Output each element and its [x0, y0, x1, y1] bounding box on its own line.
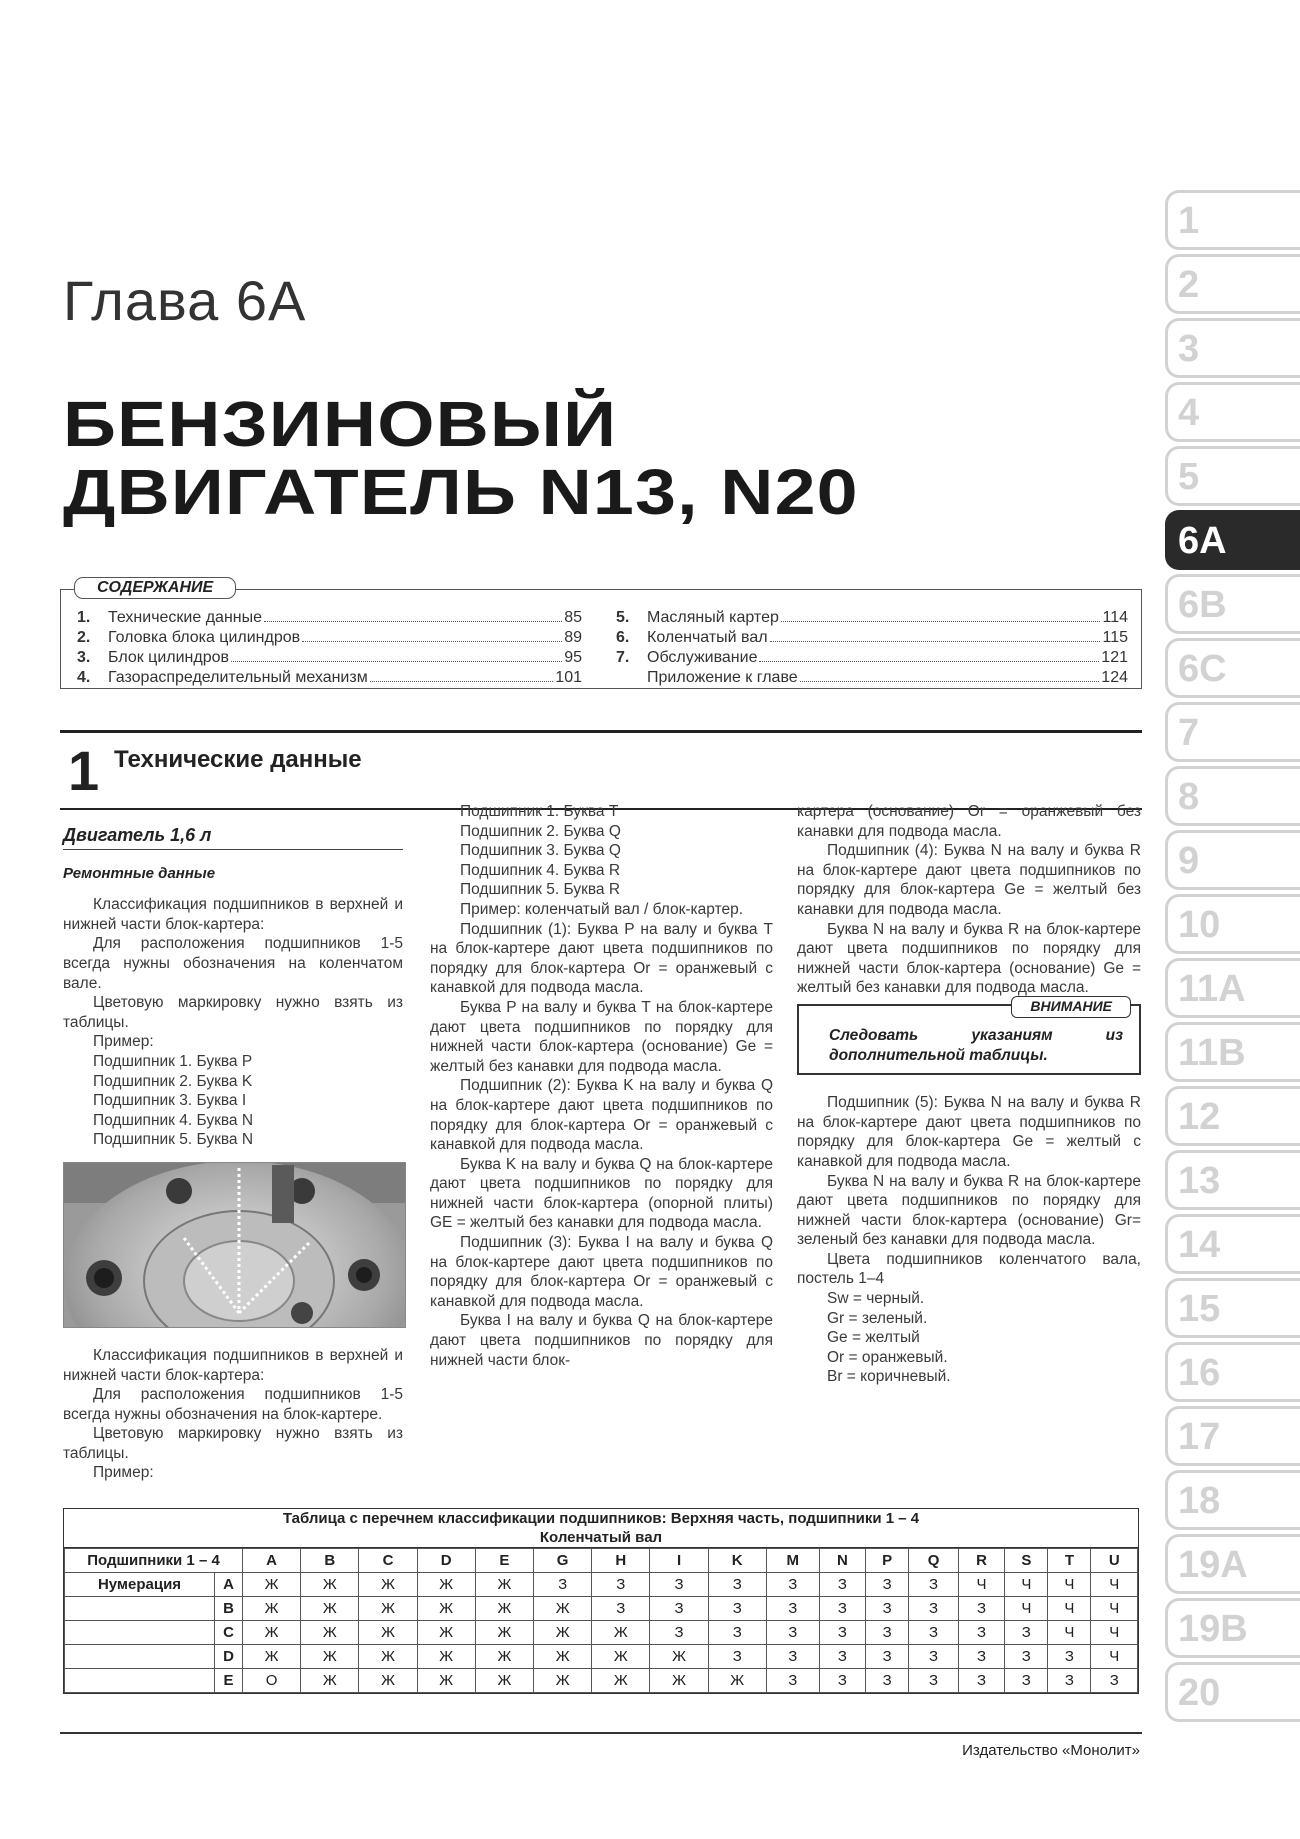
- table-cell: З: [650, 1597, 708, 1621]
- chapter-tab[interactable]: 17: [1165, 1406, 1300, 1466]
- table-column-header: H: [592, 1549, 650, 1573]
- list-item: Подшипник 1. Буква P: [93, 1052, 253, 1070]
- table-row-label: [65, 1669, 215, 1693]
- table-row: [65, 1621, 1138, 1645]
- table-cell: З: [866, 1645, 909, 1669]
- chapter-tab[interactable]: 6C: [1165, 638, 1300, 698]
- repair-data-subheading: Ремонтные данные: [63, 864, 216, 882]
- list-item: Br = коричневый.: [827, 1368, 951, 1386]
- table-cell: Ж: [534, 1621, 592, 1645]
- table-cell: З: [819, 1621, 865, 1645]
- table-cell: З: [958, 1669, 1004, 1693]
- table-column-header: B: [301, 1549, 359, 1573]
- contents-left-column: [77, 608, 582, 688]
- table-cell: З: [819, 1645, 865, 1669]
- table-cell: Ж: [475, 1597, 533, 1621]
- table-column-header: C: [359, 1549, 417, 1573]
- table-cell: Ж: [243, 1597, 301, 1621]
- bearing-classification-table: [63, 1508, 1139, 1694]
- table-cell: З: [866, 1669, 909, 1693]
- table-column-header: D: [417, 1549, 475, 1573]
- chapter-title-line2: ДВИГАТЕЛЬ N13, N20: [63, 456, 859, 528]
- table-cell: З: [766, 1621, 819, 1645]
- table-cell: Ж: [243, 1573, 301, 1597]
- contents-box: [60, 579, 1142, 689]
- table-row: [65, 1573, 1138, 1597]
- table-cell: З: [708, 1621, 766, 1645]
- table-column-header: E: [475, 1549, 533, 1573]
- paragraph: Буква I на валу и буква Q на блок-картере дают цвета подшипников по порядку для нижней части блок-: [430, 1312, 773, 1369]
- table-row: [65, 1645, 1138, 1669]
- table-row: [65, 1597, 1138, 1621]
- table-cell: З: [708, 1645, 766, 1669]
- table-cell: Ж: [650, 1645, 708, 1669]
- chapter-tab[interactable]: 7: [1165, 702, 1300, 762]
- table-cell: З: [909, 1645, 959, 1669]
- table-cell: З: [708, 1597, 766, 1621]
- table-header-row: [65, 1549, 1138, 1573]
- table-cell: З: [592, 1597, 650, 1621]
- table-cell: З: [866, 1597, 909, 1621]
- table-cell: З: [1005, 1669, 1048, 1693]
- table-cell: З: [592, 1573, 650, 1597]
- table-cell: З: [1048, 1645, 1091, 1669]
- table-cell: Ж: [417, 1597, 475, 1621]
- table-cell: Ж: [475, 1621, 533, 1645]
- paragraph: Буква N на валу и буква R на блок-картере дают цвета подшипников по порядку для нижней части блок-картера (основание) Gr= зеленый без канавки для подвода масла.: [797, 1172, 1141, 1249]
- paragraph: Подшипник (5): Буква N на валу и буква R на блок-картере дают цвета подшипников по порядку для блок-картера Ge = желтый с канавкой для подвода масла.: [797, 1094, 1141, 1170]
- table-cell: Ж: [534, 1645, 592, 1669]
- paragraph: Классификация подшипников в верхней и нижней части блок-картера:: [63, 1346, 403, 1384]
- chapter-tab[interactable]: 13: [1165, 1150, 1300, 1210]
- table-column-header: R: [958, 1549, 1004, 1573]
- table-cell: Ж: [475, 1669, 533, 1693]
- table-cell: Ж: [359, 1669, 417, 1693]
- contents-item[interactable]: 7. Обслуживание 121: [616, 649, 1128, 666]
- table-cell: Ч: [1048, 1597, 1091, 1621]
- text-column-3: [797, 802, 1141, 1387]
- list-item: Подшипник 1. Буква T: [460, 803, 619, 820]
- table-cell: Ж: [592, 1669, 650, 1693]
- table-cell: Ч: [1048, 1573, 1091, 1597]
- table-cell: З: [766, 1645, 819, 1669]
- table-row-key: B: [215, 1597, 243, 1621]
- paragraph: Цветовую маркировку нужно взять из таблицы.: [63, 1425, 403, 1462]
- table-cell: Ч: [1005, 1597, 1048, 1621]
- table-cell: Ч: [1048, 1621, 1091, 1645]
- table-column-header: Q: [909, 1549, 959, 1573]
- list-item: Подшипник 2. Буква K: [93, 1072, 253, 1090]
- table-cell: З: [819, 1597, 865, 1621]
- contents-item[interactable]: 1. Технические данные 85: [77, 609, 582, 626]
- contents-item[interactable]: 4. Газораспределительный механизм 101: [77, 669, 582, 686]
- paragraph: Буква N на валу и буква R на блок-картере дают цвета подшипников по порядку для нижней части блок-картера (основание) Ge = желтый без канавки для подвода масла.: [797, 920, 1141, 997]
- table-cell: З: [909, 1573, 959, 1597]
- table-row-key: C: [215, 1621, 243, 1645]
- chapter-tab-strip: [1165, 190, 1300, 1726]
- table-cell: З: [1005, 1621, 1048, 1645]
- table-cell: З: [1048, 1669, 1091, 1693]
- table-cell: Ж: [475, 1645, 533, 1669]
- paragraph: Подшипник (1): Буква P на валу и буква T на блок-картере дают цвета подшипников по порядку для блок-картера Or = оранжевый с канавкой для подвода масла.: [430, 920, 773, 997]
- table-cell: Ж: [243, 1645, 301, 1669]
- table-row-label: Нумерация: [65, 1573, 215, 1597]
- paragraph: Для расположения подшипников 1-5 всегда нужны обозначения на блок-картере.: [63, 1386, 403, 1423]
- table-cell: З: [819, 1669, 865, 1693]
- list-item: Подшипник 5. Буква R: [460, 881, 621, 899]
- chapter-tab[interactable]: 16: [1165, 1342, 1300, 1402]
- contents-right-column: [616, 608, 1128, 688]
- table-row-label: [65, 1597, 215, 1621]
- table-cell: З: [866, 1573, 909, 1597]
- table-column-header: I: [650, 1549, 708, 1573]
- paragraph: Цвета подшипников коленчатого вала, постель 1–4: [797, 1250, 1141, 1288]
- chapter-tab[interactable]: 19A: [1165, 1534, 1300, 1594]
- attention-box: [797, 997, 1141, 1075]
- table-cell: Ж: [301, 1645, 359, 1669]
- table-column-header: T: [1048, 1549, 1091, 1573]
- table-cell: Ч: [1091, 1645, 1138, 1669]
- paragraph: Подшипник (4): Буква N на валу и буква R на блок-картере дают цвета подшипников по порядку для блок-картера Ge = желтый без канавки для подвода масла.: [797, 842, 1141, 918]
- chapter-tab[interactable]: 11B: [1165, 1022, 1300, 1082]
- table-cell: Ж: [650, 1669, 708, 1693]
- chapter-tab[interactable]: 18: [1165, 1470, 1300, 1530]
- table-cell: З: [958, 1645, 1004, 1669]
- attention-label: ВНИМАНИЕ: [1011, 996, 1131, 1018]
- table-cell: З: [534, 1573, 592, 1597]
- table-cell: З: [958, 1597, 1004, 1621]
- chapter-tab[interactable]: 11A: [1165, 958, 1300, 1018]
- footer-rule: [60, 1732, 1142, 1734]
- table-grid: [64, 1548, 1138, 1693]
- chapter-tab[interactable]: 9: [1165, 830, 1300, 890]
- table-row-key: E: [215, 1669, 243, 1693]
- chapter-label: Глава 6А: [63, 269, 307, 332]
- table-cell: З: [650, 1621, 708, 1645]
- table-cell: Ж: [359, 1621, 417, 1645]
- table-cell: Ж: [534, 1597, 592, 1621]
- table-cell: Ж: [417, 1621, 475, 1645]
- table-row-key: D: [215, 1645, 243, 1669]
- chapter-tab[interactable]: 14: [1165, 1214, 1300, 1274]
- table-cell: Ж: [359, 1573, 417, 1597]
- chapter-title: [63, 390, 859, 526]
- table-column-header: M: [766, 1549, 819, 1573]
- chapter-tab[interactable]: 12: [1165, 1086, 1300, 1146]
- table-cell: Ч: [1091, 1573, 1138, 1597]
- text-column-2: [430, 802, 773, 1370]
- table-cell: Ж: [592, 1645, 650, 1669]
- section-top-rule: [60, 730, 1142, 733]
- table-column-header: S: [1005, 1549, 1048, 1573]
- crankshaft-marking-photo: [63, 1162, 406, 1328]
- chapter-tab[interactable]: 5: [1165, 446, 1300, 506]
- table-cell: Ж: [475, 1573, 533, 1597]
- table-cell: Ж: [359, 1645, 417, 1669]
- chapter-tab[interactable]: 1: [1165, 190, 1300, 250]
- table-row-label: [65, 1621, 215, 1645]
- table-cell: З: [958, 1621, 1004, 1645]
- table-cell: Ж: [592, 1621, 650, 1645]
- list-item: Подшипник 5. Буква N: [93, 1131, 254, 1149]
- paragraph: Подшипник (2): Буква K на валу и буква Q на блок-картере дают цвета подшипников по порядку для блок-картера Or = оранжевый с канавкой для подвода масла.: [430, 1077, 773, 1154]
- contents-title: СОДЕРЖАНИЕ: [74, 577, 236, 599]
- table-header-label: Подшипники 1 – 4: [65, 1549, 243, 1573]
- paragraph: Для расположения подшипников 1-5 всегда нужны обозначения на коленчатом вале.: [63, 935, 403, 992]
- table-cell: З: [708, 1573, 766, 1597]
- table-cell: З: [766, 1669, 819, 1693]
- list-item: Подшипник 4. Буква R: [460, 861, 621, 879]
- attention-text: Следовать указаниям из дополнительной таблицы.: [829, 1026, 1123, 1064]
- chapter-title-line1: БЕНЗИНОВЫЙ: [63, 388, 618, 460]
- list-item: Gr = зеленый.: [827, 1309, 928, 1327]
- paragraph: Пример: коленчатый вал / блок-картер.: [460, 900, 744, 918]
- paragraph: Подшипник (3): Буква I на валу и буква Q на блок-картере дают цвета подшипников по порядку для блок-картера Or = оранжевый с канавкой для подвода масла.: [430, 1234, 773, 1310]
- table-column-header: N: [819, 1549, 865, 1573]
- table-cell: З: [909, 1621, 959, 1645]
- list-item: Or = оранжевый.: [827, 1348, 948, 1366]
- contents-item[interactable]: 6. Коленчатый вал 115: [616, 629, 1128, 646]
- table-cell: Ч: [1005, 1573, 1048, 1597]
- table-column-header: A: [243, 1549, 301, 1573]
- example-label: Пример:: [93, 1033, 154, 1051]
- table-cell: З: [650, 1573, 708, 1597]
- table-cell: З: [909, 1669, 959, 1693]
- chapter-tab[interactable]: 2: [1165, 254, 1300, 314]
- table-cell: З: [1091, 1669, 1138, 1693]
- table-cell: Ж: [417, 1669, 475, 1693]
- paragraph: картера (основание) Or = оранжевый без канавки для подвода масла.: [797, 803, 1141, 840]
- table-cell: Ж: [534, 1669, 592, 1693]
- table-column-header: U: [1091, 1549, 1138, 1573]
- table-cell: З: [909, 1597, 959, 1621]
- table-cell: З: [766, 1573, 819, 1597]
- chapter-tab[interactable]: 19B: [1165, 1598, 1300, 1658]
- engine-heading: Двигатель 1,6 л: [63, 826, 403, 850]
- chapter-tab-active[interactable]: 6A: [1165, 510, 1300, 570]
- publisher-footer: Издательство «Монолит»: [962, 1742, 1140, 1759]
- table-cell: Ж: [301, 1621, 359, 1645]
- list-item: Ge = желтый: [827, 1329, 920, 1347]
- contents-item[interactable]: Приложение к главе 124: [647, 669, 1128, 686]
- table-column-header: K: [708, 1549, 766, 1573]
- section-title: Технические данные: [114, 746, 362, 773]
- chapter-tab[interactable]: 20: [1165, 1662, 1300, 1722]
- chapter-tab[interactable]: 10: [1165, 894, 1300, 954]
- table-cell: З: [819, 1573, 865, 1597]
- table-row: [65, 1669, 1138, 1693]
- table-cell: Ж: [243, 1621, 301, 1645]
- paragraph: Классификация подшипников в верхней и нижней части блок-картера:: [63, 896, 403, 933]
- table-cell: Ч: [1091, 1621, 1138, 1645]
- table-cell: Ж: [301, 1597, 359, 1621]
- table-row-label: [65, 1645, 215, 1669]
- table-cell: Ж: [417, 1645, 475, 1669]
- table-cell: З: [766, 1597, 819, 1621]
- table-cell: Ж: [359, 1597, 417, 1621]
- list-item: Подшипник 3. Буква I: [93, 1092, 247, 1110]
- table-cell: Ж: [301, 1573, 359, 1597]
- list-item: Подшипник 3. Буква Q: [460, 842, 621, 860]
- table-cell: Ч: [958, 1573, 1004, 1597]
- example-label: Пример:: [93, 1464, 154, 1482]
- contents-item[interactable]: 2. Головка блока цилиндров 89: [77, 629, 582, 646]
- table-column-header: P: [866, 1549, 909, 1573]
- table-cell: З: [866, 1621, 909, 1645]
- table-cell: Ж: [417, 1573, 475, 1597]
- table-caption: Таблица с перечнем классификации подшипников: Верхняя часть, подшипники 1 – 4 Коленчатый вал: [64, 1509, 1138, 1548]
- chapter-tab[interactable]: 15: [1165, 1278, 1300, 1338]
- section-number: 1: [68, 739, 100, 802]
- table-cell: О: [243, 1669, 301, 1693]
- paragraph: Буква K на валу и буква Q на блок-картере дают цвета подшипников по порядку для нижней части блок-картера (опорной плиты) GE = желтый без канавки для подвода масла.: [430, 1155, 773, 1232]
- paragraph: Буква P на валу и буква T на блок-картере дают цвета подшипников по порядку для нижней части блок-картера (основание) Ge = желтый без канавки для подвода масла.: [430, 998, 773, 1075]
- text-column-1: [63, 826, 403, 1483]
- list-item: Подшипник 2. Буква Q: [460, 822, 621, 840]
- table-cell: Ж: [301, 1669, 359, 1693]
- table-cell: Ч: [1091, 1597, 1138, 1621]
- chapter-tab[interactable]: 3: [1165, 318, 1300, 378]
- chapter-tab[interactable]: 6B: [1165, 574, 1300, 634]
- paragraph: Цветовую маркировку нужно взять из таблицы.: [63, 994, 403, 1031]
- chapter-tab[interactable]: 4: [1165, 382, 1300, 442]
- table-cell: З: [1005, 1645, 1048, 1669]
- list-item: Sw = черный.: [827, 1290, 925, 1308]
- table-row-key: A: [215, 1573, 243, 1597]
- table-cell: Ж: [708, 1669, 766, 1693]
- contents-item[interactable]: 5. Масляный картер 114: [616, 609, 1128, 626]
- table-column-header: G: [534, 1549, 592, 1573]
- contents-item[interactable]: 3. Блок цилиндров 95: [77, 649, 582, 666]
- chapter-tab[interactable]: 8: [1165, 766, 1300, 826]
- list-item: Подшипник 4. Буква N: [93, 1111, 254, 1129]
